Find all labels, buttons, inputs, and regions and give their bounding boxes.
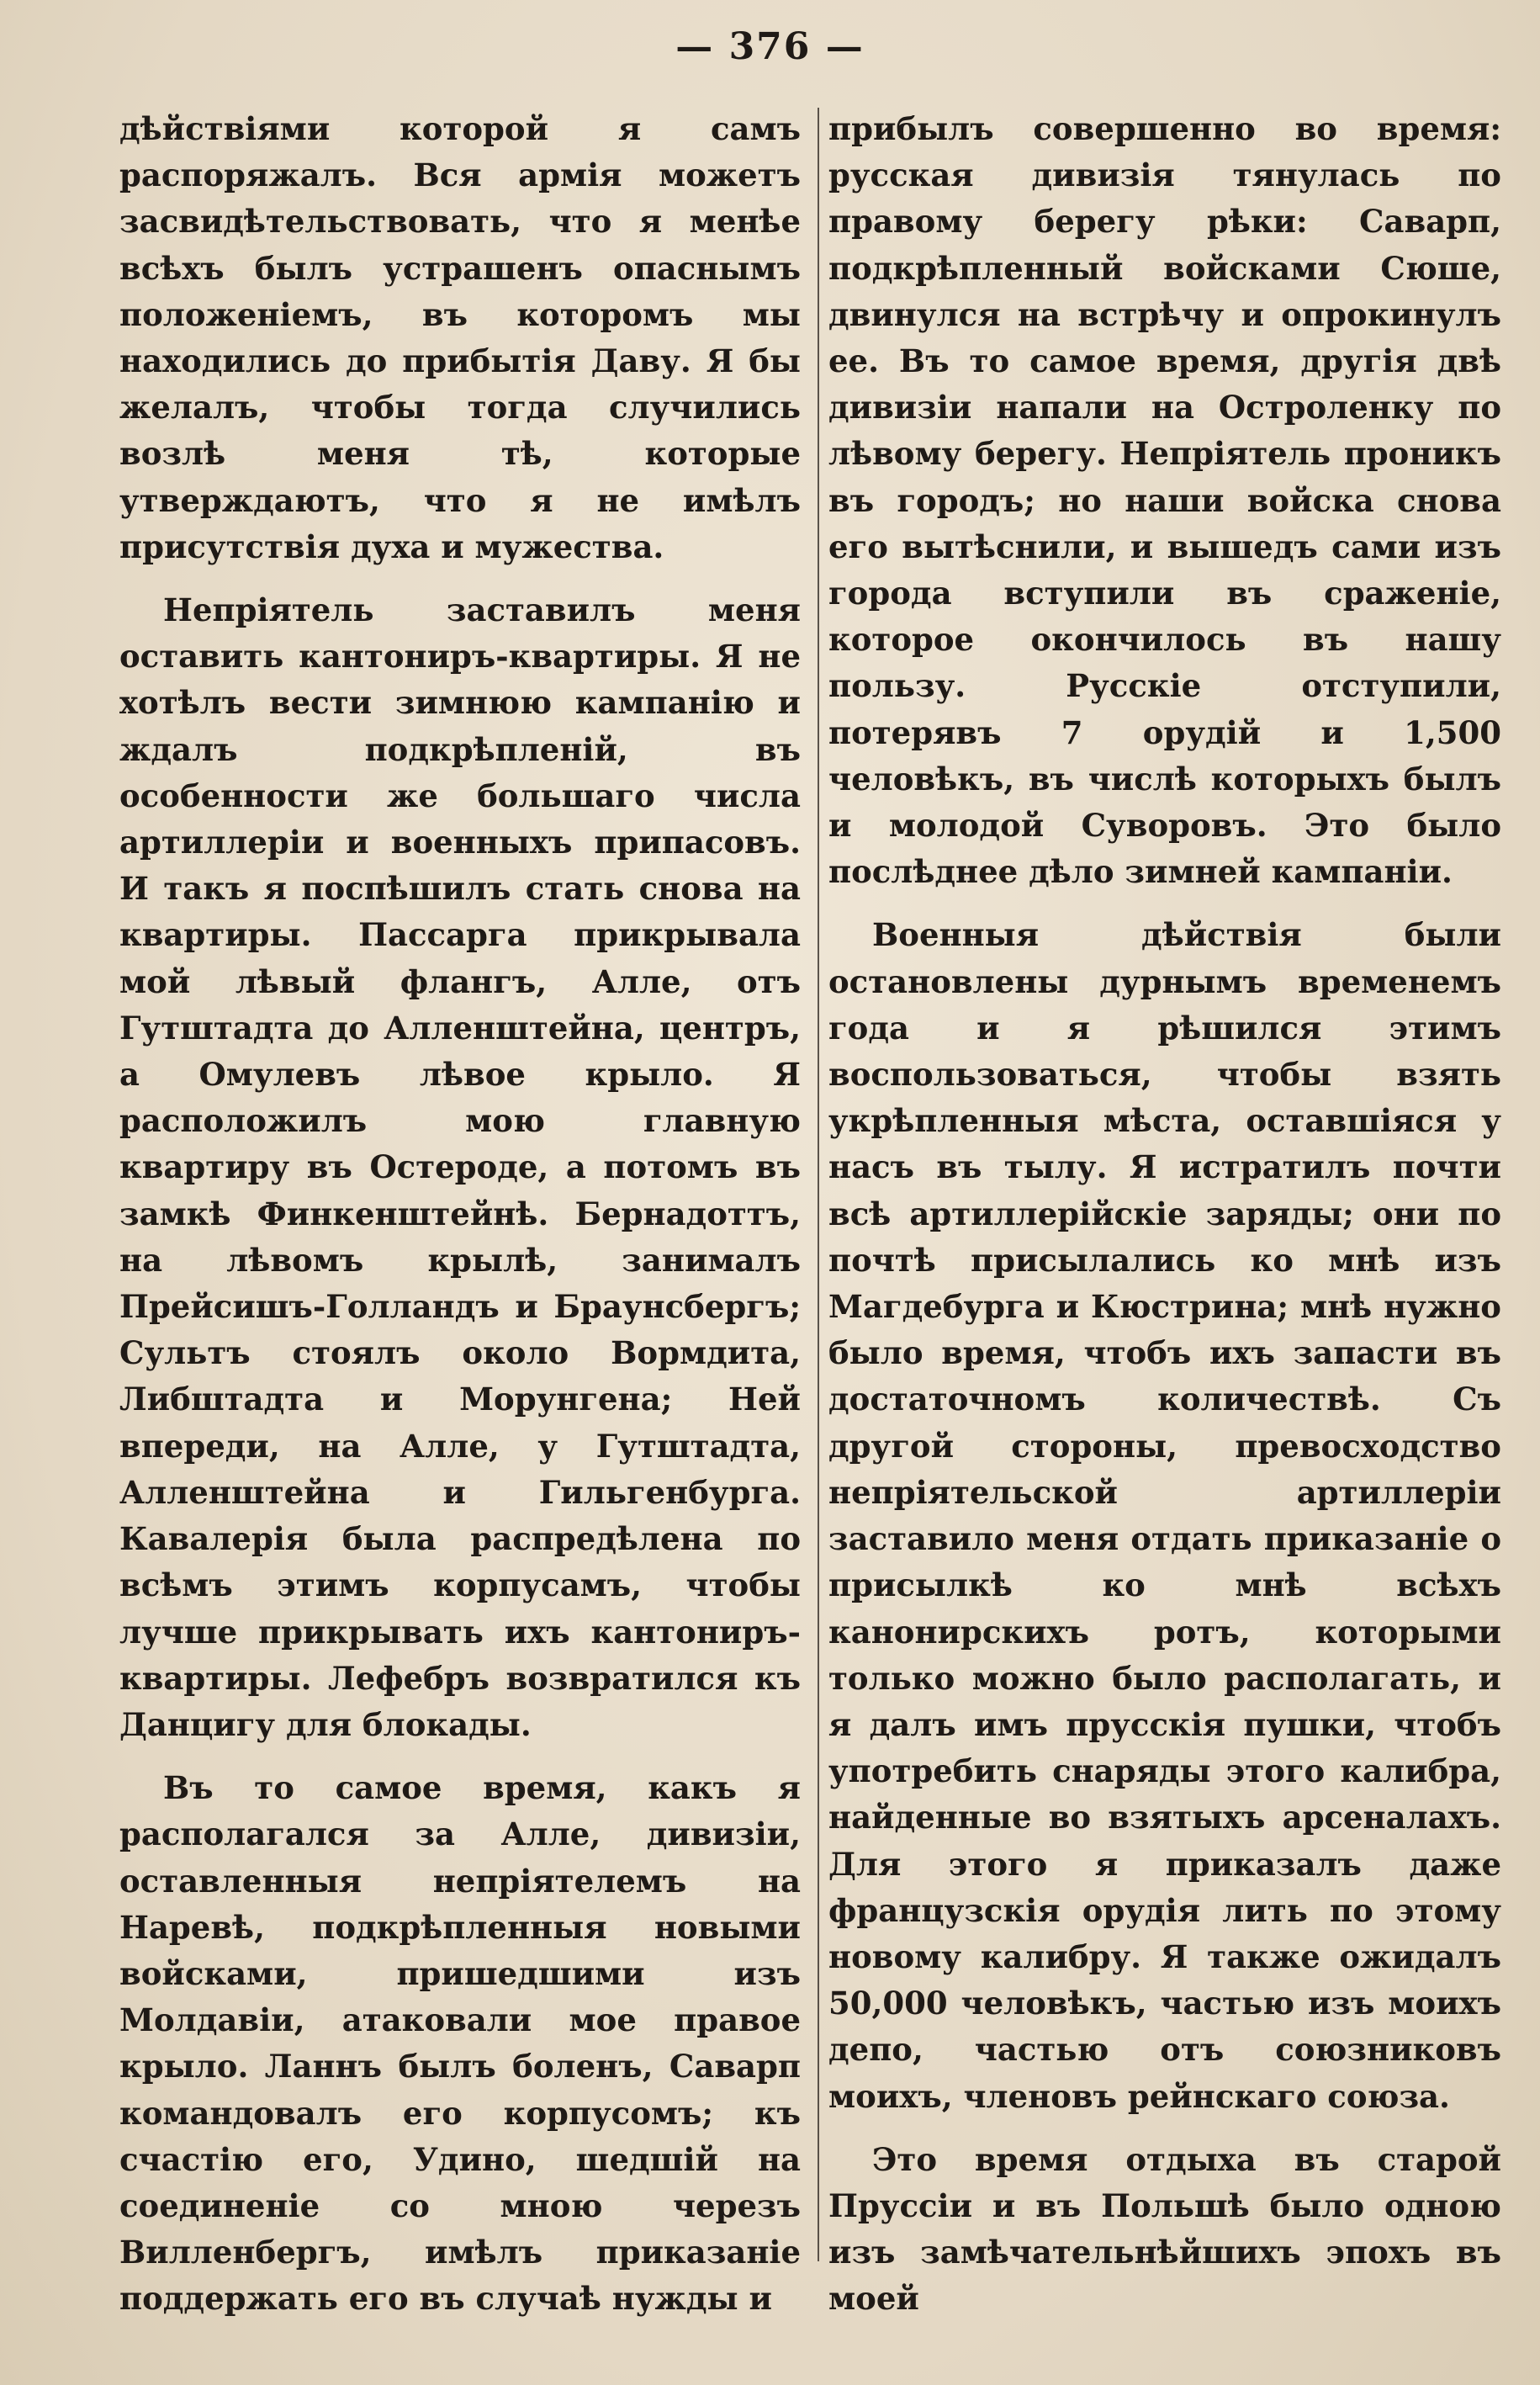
page-number: — 376 — [675,25,865,68]
paragraph: Это время отдыха въ старой Пруссіи и въ Польшѣ было одною изъ замѣчательнѣйшихъ эпохъ въ моей [828,2140,1501,2318]
paragraph: Непріятель заставилъ меня оставить кантониръ-квартиры. Я не хотѣлъ вести зимнюю кампанію и ждалъ подкрѣпленій, въ особенности же большаго числа артиллеріи и военныхъ припасовъ. И такъ я поспѣшилъ стать снова на квартиры. Пассарга прикрывала мой лѣвый флангъ, Алле, отъ Гутштадта до Алленштейна, центръ, а Омулевъ лѣвое крыло. Я расположилъ мою главную квартиру въ Остероде, а потомъ въ замкѣ Финкенштейнѣ. Бернадоттъ, на лѣвомъ крылѣ, занималъ Прейсишъ-Голландъ и Браунсбергъ; Сультъ стоялъ около Вормдита, Либштадта и Морунгена; Ней впереди, на Алле, у Гутштадта, Алленштейна и Гильгенбурга. Кавалерія была распредѣлена по всѣмъ этимъ корпусамъ, чтобы лучше прикрывать ихъ кантониръ-квартиры. Лефебръ возвратился къ Данцигу для блокады. [119,591,801,1743]
left-column [119,106,801,2323]
right-column [828,106,1501,2323]
paragraph: прибылъ совершенно во время: русская дивизія тянулась по правому берегу рѣки: Саварп, подкрѣпленный войсками Сюше, двинулся на встрѣчу и опрокинулъ ее. Въ то самое время, другія двѣ дивизіи напали на Остроленку по лѣвому берегу. Непріятель проникъ въ городъ; но наши войска снова его вытѣснили, и вышедъ сами изъ города вступили въ сраженіе, которое окончилось въ нашу пользу. Русскіе отступили, потерявъ 7 орудій и 1,500 человѣкъ, въ числѣ которыхъ былъ и молодой Суворовъ. Это было послѣднее дѣло зимней кампаніи. [828,110,1501,891]
paragraph: дѣйствіями которой я самъ распоряжалъ. Вся армія можетъ засвидѣтельствовать, что я менѣе всѣхъ былъ устрашенъ опаснымъ положеніемъ, въ которомъ мы находились до прибытія Даву. Я бы желалъ, чтобы тогда случились возлѣ меня тѣ, которые утверждаютъ, что я не имѣлъ присутствія духа и мужества. [119,110,801,565]
paragraph: Въ то самое время, какъ я располагался за Алле, дивизіи, оставленныя непріятелемъ на Наревѣ, подкрѣпленныя новыми войсками, пришедшими изъ Молдавіи, атаковали мое правое крыло. Ланнъ былъ боленъ, Саварп командовалъ его корпусомъ; къ счастію его, Удино, шедшій на соединеніе со мною черезъ Вилленбергъ, имѣлъ приказаніе поддержать его въ случаѣ нужды и [119,1769,801,2318]
column-divider [818,108,819,2261]
paragraph: Военныя дѣйствія были остановлены дурнымъ временемъ года и я рѣшился этимъ воспользоваться, чтобы взять укрѣпленныя мѣста, оставшіяся у насъ въ тылу. Я истратилъ почти всѣ артиллерійскіе заряды; они по почтѣ присылались ко мнѣ изъ Магдебурга и Кюстрина; мнѣ нужно было время, чтобъ ихъ запасти въ достаточномъ количествѣ. Съ другой стороны, превосходство непріятельской артиллеріи заставило меня отдать приказаніе о присылкѣ ко мнѣ всѣхъ канонирскихъ ротъ, которыми только можно было располагать, и я далъ имъ прусскія пушки, чтобъ употребить снаряды этого калибра, найденные во взятыхъ арсеналахъ. Для этого я приказалъ даже французскія орудія лить по этому новому калибру. Я также ожидалъ 50,000 человѣкъ, частью изъ моихъ депо, частью отъ союзниковъ моихъ, членовъ рейнскаго союза. [828,916,1501,2115]
